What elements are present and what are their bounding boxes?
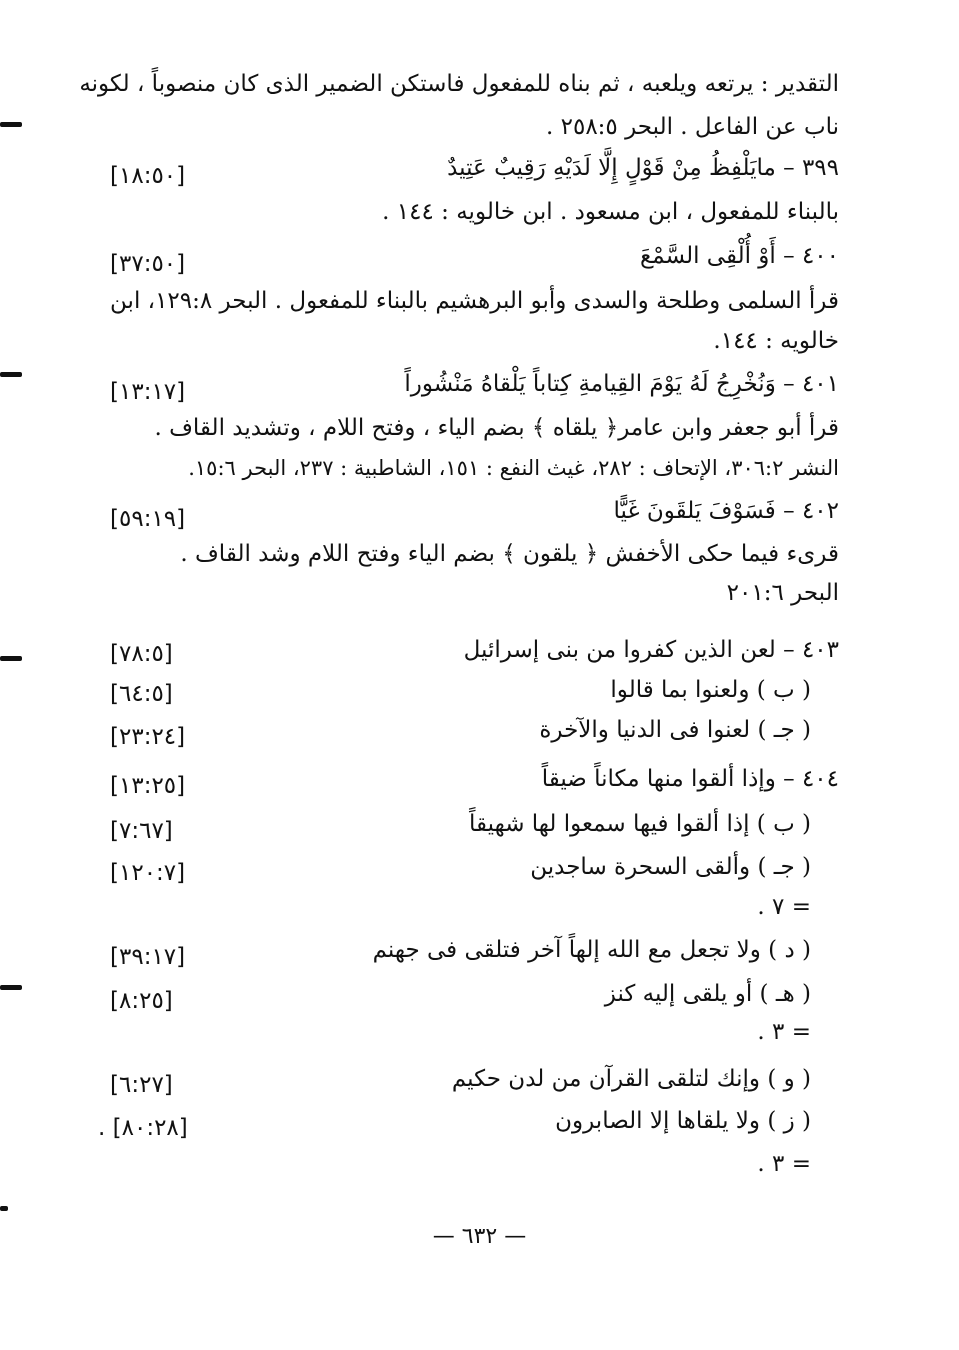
text-line: قرأ أبو جعفر وابن عامر﴿ يلقاه ﴾ بضم الياء ، وفتح اللام ، وتشديد القاف . [154, 415, 839, 441]
text-line: البحر ٢٠١:٦ [726, 580, 839, 606]
verse-line: ( ب ) ولعنوا بما قالوا [610, 677, 811, 703]
verse-reference: . [٨٠:٢٨] [98, 1115, 188, 1141]
text-line: قرىء فيما حكى الأخفش ﴿ يلقون ﴾ بضم الياء وفتح اللام وشد القاف . [180, 541, 839, 567]
verse-line: ٤٠٣ – لعن الذين كفروا من بنى إسرائيل [463, 637, 839, 663]
verse-line: ٣٩٩ – مايَلْفِظُ مِنْ قَوْلٍ إِلَّا لَدَيْهِ رَقِيبٌ عَتِيدٌ [447, 155, 839, 181]
verse-line: ٤٠٢ – فَسَوْفَ يَلقَونَ غَيًّا [613, 498, 839, 524]
text-line: قرأ السلمى وطلحة والسدى وأبو البرهشيم بالبناء للمفعول . البحر ١٢٩:٨، ابن [110, 288, 839, 314]
verse-reference: [٦٤:٥] [110, 681, 173, 707]
verse-reference: [٣٩:١٧] [110, 944, 186, 970]
margin-mark [0, 1206, 8, 1211]
verse-line: ٤٠٠ – أَوْ أُلْقِى السَّمْعَ [640, 243, 839, 269]
margin-mark [0, 122, 22, 127]
verse-reference: [٦:٢٧] [110, 1072, 173, 1098]
verse-reference: [١٢٠:٧] [110, 860, 186, 886]
verse-reference: [١٣:٢٥] [110, 773, 186, 799]
verse-reference: [٨:٢٥] [110, 988, 173, 1014]
margin-mark [0, 656, 22, 661]
text-line: التقدير : يرتعه ويلعبه ، ثم بناه للمفعول فاستكن الضمير الذى كان منصوباً ، لكونه [79, 71, 839, 97]
verse-line: ( و ) وإنك لتلقى القرآن من لدن حكيم [451, 1066, 811, 1092]
text-line: = ٧ . [757, 894, 811, 920]
verse-line: ( جـ ) لعنوا فى الدنيا والآخرة [539, 717, 811, 743]
verse-reference: [٣٧:٥٠] [110, 251, 186, 277]
text-line: ناب عن الفاعل . البحر ٢٥٨:٥ . [545, 114, 839, 140]
verse-line: ٤٠١ – وَنُخْرِجُ لَهُ يَوْمَ القِيامةِ كِتاباً يَلْقاهُ مَنْشُوراً [404, 371, 839, 397]
page-number: — ٦٣٢ — [432, 1224, 527, 1249]
verse-reference: [٥٩:١٩] [110, 506, 186, 532]
text-line: النشر ٣٠٦:٢، الإتحاف : ٢٨٢، غيث النفع : ١٥١، الشاطبية : ٢٣٧، البحر ١٥:٦. [188, 456, 839, 480]
verse-line: ( جـ ) وألقى السحرة ساجدين [530, 854, 811, 880]
verse-line: ( ز ) ولا يلقاها إلا الصابرون [555, 1108, 811, 1134]
margin-mark [0, 372, 22, 377]
text-line: = ٣ . [757, 1019, 811, 1045]
verse-line: ٤٠٤ – وإذا ألقوا منها مكاناً ضيقاً [541, 766, 839, 792]
text-line: بالبناء للمفعول ، ابن مسعود . ابن خالويه : ١٤٤ . [382, 199, 839, 225]
verse-reference: [١٣:١٧] [110, 379, 186, 405]
verse-reference: [٧:٦٧] [110, 818, 173, 844]
verse-line: ( د ) ولا تجعل مع الله إلهاً آخر فتلقى فى جهنم [372, 937, 811, 963]
verse-line: ( هـ ) أو يلقى إليه كنز [604, 981, 811, 1007]
verse-reference: [٧٨:٥] [110, 641, 173, 667]
text-line: = ٣ . [757, 1151, 811, 1177]
verse-line: ( ب ) إذا ألقوا فيها سمعوا لها شهيقاً [469, 811, 811, 837]
verse-reference: [٢٣:٢٤] [110, 724, 186, 750]
verse-reference: [١٨:٥٠] [110, 163, 186, 189]
margin-mark [0, 985, 22, 990]
text-line: خالويه : ١٤٤. [713, 328, 839, 354]
